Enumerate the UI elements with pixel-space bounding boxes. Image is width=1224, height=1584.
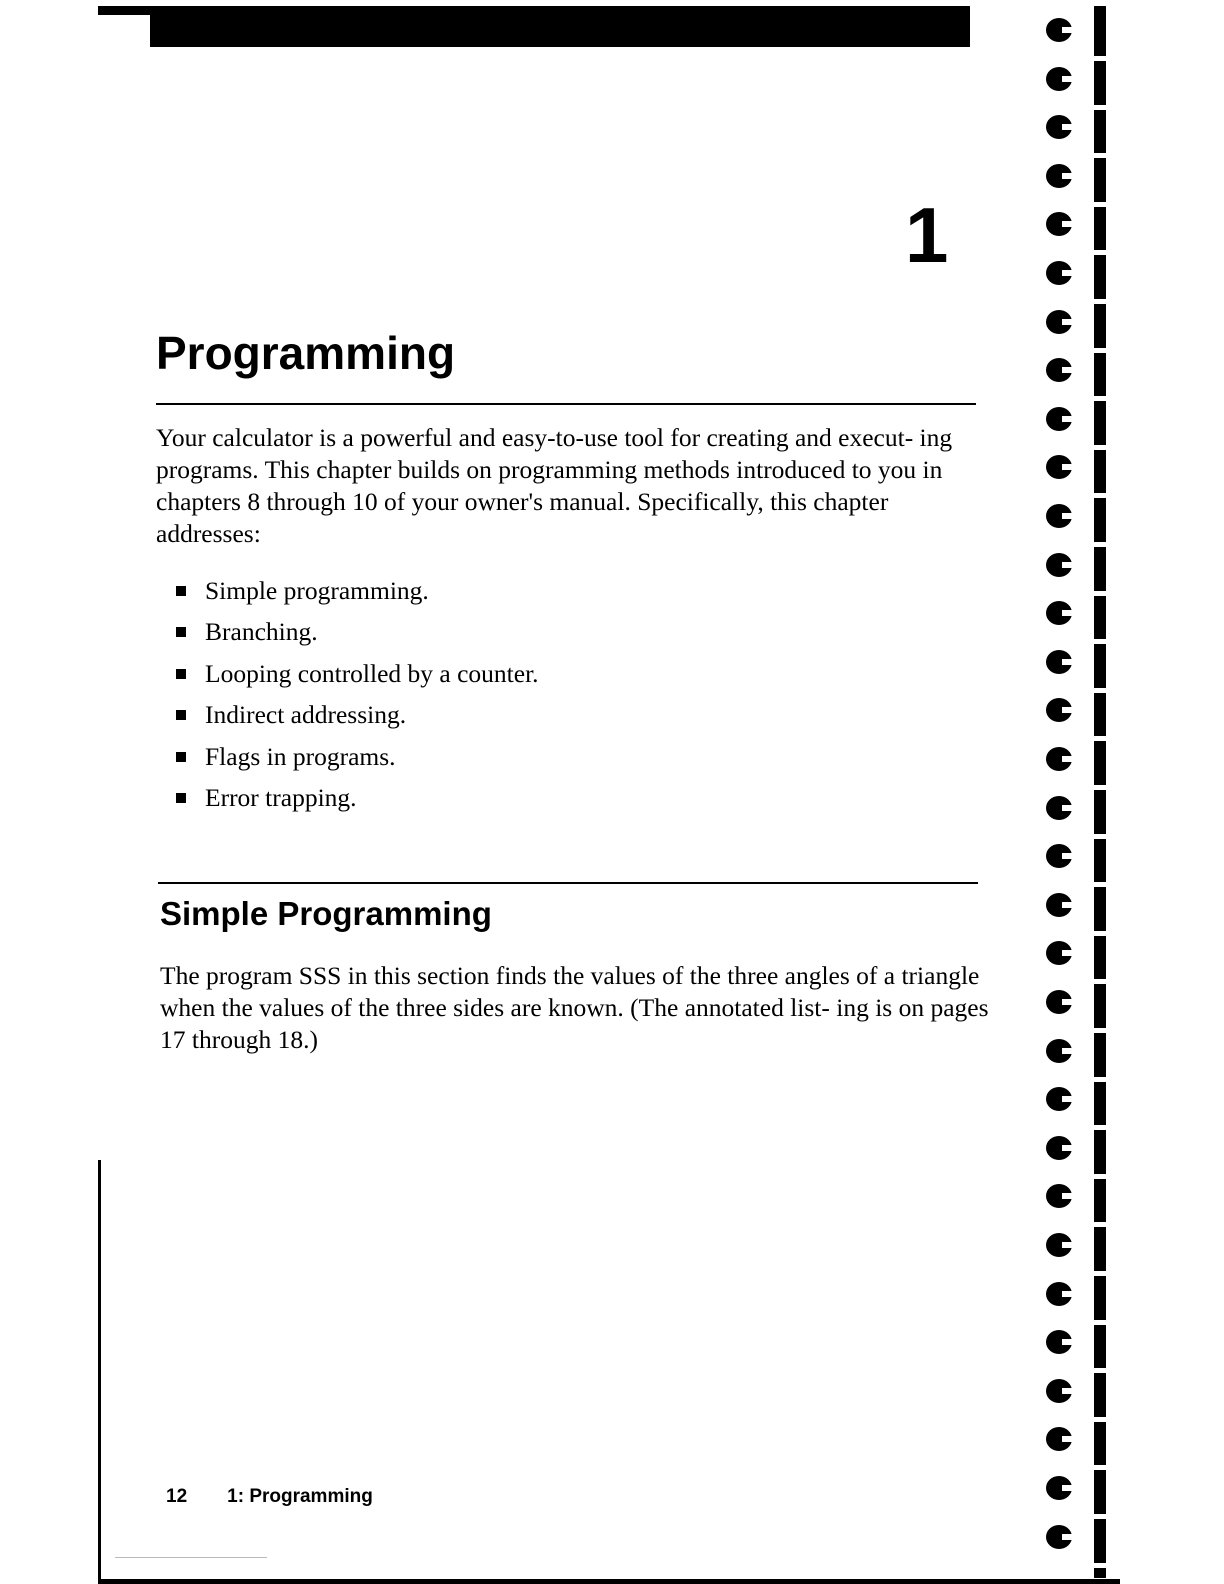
binding-ring — [1046, 941, 1072, 965]
binding-ring — [1046, 1136, 1072, 1160]
list-item — [176, 612, 539, 654]
binding-gap — [1094, 688, 1106, 693]
binding-ring — [1046, 455, 1072, 479]
binding-gap — [1094, 591, 1106, 596]
binding-ring — [1046, 1282, 1072, 1306]
binding-ring — [1046, 796, 1072, 820]
binding-gap — [1094, 1563, 1106, 1568]
binding-gap — [1094, 834, 1106, 839]
binding-gap — [1094, 736, 1106, 741]
list-item-text: Error trapping. — [205, 783, 357, 813]
binding-gap — [1094, 1077, 1106, 1082]
binding-ring — [1046, 1427, 1072, 1451]
binding-ring — [1046, 1087, 1072, 1111]
binding-ring — [1046, 212, 1072, 236]
list-item — [176, 736, 539, 778]
binding-ring — [1046, 67, 1072, 91]
topic-list — [176, 570, 539, 819]
title-rule — [156, 403, 976, 405]
binding-gap — [1094, 979, 1106, 984]
binding-ring — [1046, 1233, 1072, 1257]
binding-gap — [1094, 396, 1106, 401]
bullet-icon — [176, 793, 186, 803]
binding-ring — [1046, 893, 1072, 917]
binding-ring — [1046, 407, 1072, 431]
footer-chapter-label: 1: Programming — [227, 1486, 373, 1507]
binding-gap — [1094, 299, 1106, 304]
header-bar — [150, 6, 970, 47]
binding-ring — [1046, 1039, 1072, 1063]
list-item-text: Branching. — [205, 617, 318, 647]
binding-ring — [1046, 650, 1072, 674]
binding-strip — [1094, 6, 1106, 1578]
binding-gap — [1094, 153, 1106, 158]
bullet-icon — [176, 669, 186, 679]
list-item — [176, 778, 539, 820]
list-item-text: Simple programming. — [205, 575, 429, 605]
binding-gap — [1094, 639, 1106, 644]
binding-gap — [1094, 882, 1106, 887]
list-item-text: Indirect addressing. — [205, 700, 407, 730]
list-item-text: Looping controlled by a counter. — [205, 658, 539, 688]
intro-paragraph: Your calculator is a powerful and easy-to-use tool for creating and execut- ing programs. This chapter builds on programming methods introduced to you in chapters 8 through 10 of your owner's manual. Specifically, this chapter addresses: — [156, 423, 953, 548]
binding-gap — [1094, 785, 1106, 790]
binding-gap — [1094, 1417, 1106, 1422]
binding-gap — [1094, 250, 1106, 255]
header-bar-stub — [98, 6, 150, 15]
chapter-title: Programming — [156, 327, 456, 379]
binding-ring — [1046, 310, 1072, 334]
list-item — [176, 570, 539, 612]
binding-gap — [1094, 202, 1106, 207]
binding-gap — [1094, 1174, 1106, 1179]
binding-gap — [1094, 348, 1106, 353]
binding-gap — [1094, 445, 1106, 450]
bullet-icon — [176, 627, 186, 637]
binding-ring — [1046, 747, 1072, 771]
binding-gap — [1094, 1125, 1106, 1130]
section-title: Simple Programming — [160, 895, 492, 932]
binding-ring — [1046, 261, 1072, 285]
binding-ring — [1046, 1379, 1072, 1403]
binding-ring — [1046, 18, 1072, 42]
page-edge-bottom — [98, 1579, 1120, 1584]
binding-gap — [1094, 105, 1106, 110]
binding-ring — [1046, 698, 1072, 722]
binding-gap — [1094, 1028, 1106, 1033]
binding-ring — [1046, 990, 1072, 1014]
page-edge-left — [98, 1160, 101, 1584]
binding-gap — [1094, 493, 1106, 498]
binding-ring — [1046, 601, 1072, 625]
binding-ring — [1046, 844, 1072, 868]
binding-ring — [1046, 358, 1072, 382]
scan-artifact-line — [115, 1557, 267, 1558]
binding-gap — [1094, 931, 1106, 936]
bullet-icon — [176, 586, 186, 596]
page-footer — [166, 1487, 373, 1506]
binding-gap — [1094, 1320, 1106, 1325]
binding-ring — [1046, 1476, 1072, 1500]
chapter-number: 1 — [905, 191, 949, 279]
list-item-text: Flags in programs. — [205, 741, 396, 771]
section-paragraph: The program SSS in this section finds the values of the three angles of a triangle when the values of the three sides are known. (The annotated list- ing is on pages 17 through 18.) — [160, 961, 989, 1054]
binding-ring — [1046, 115, 1072, 139]
binding-gap — [1094, 1271, 1106, 1276]
binding-gap — [1094, 1465, 1106, 1470]
list-item — [176, 653, 539, 695]
section-rule — [158, 882, 978, 884]
binding-gap — [1094, 542, 1106, 547]
binding-ring — [1046, 1184, 1072, 1208]
page-number: 12 — [166, 1486, 188, 1507]
binding-gap — [1094, 1368, 1106, 1373]
binding-ring — [1046, 1525, 1072, 1549]
binding-ring — [1046, 164, 1072, 188]
binding-ring — [1046, 504, 1072, 528]
binding-gap — [1094, 1222, 1106, 1227]
bullet-icon — [176, 710, 186, 720]
list-item — [176, 695, 539, 737]
binding-ring — [1046, 553, 1072, 577]
binding-gap — [1094, 56, 1106, 61]
bullet-icon — [176, 752, 186, 762]
binding-gap — [1094, 1514, 1106, 1519]
binding-ring — [1046, 1330, 1072, 1354]
